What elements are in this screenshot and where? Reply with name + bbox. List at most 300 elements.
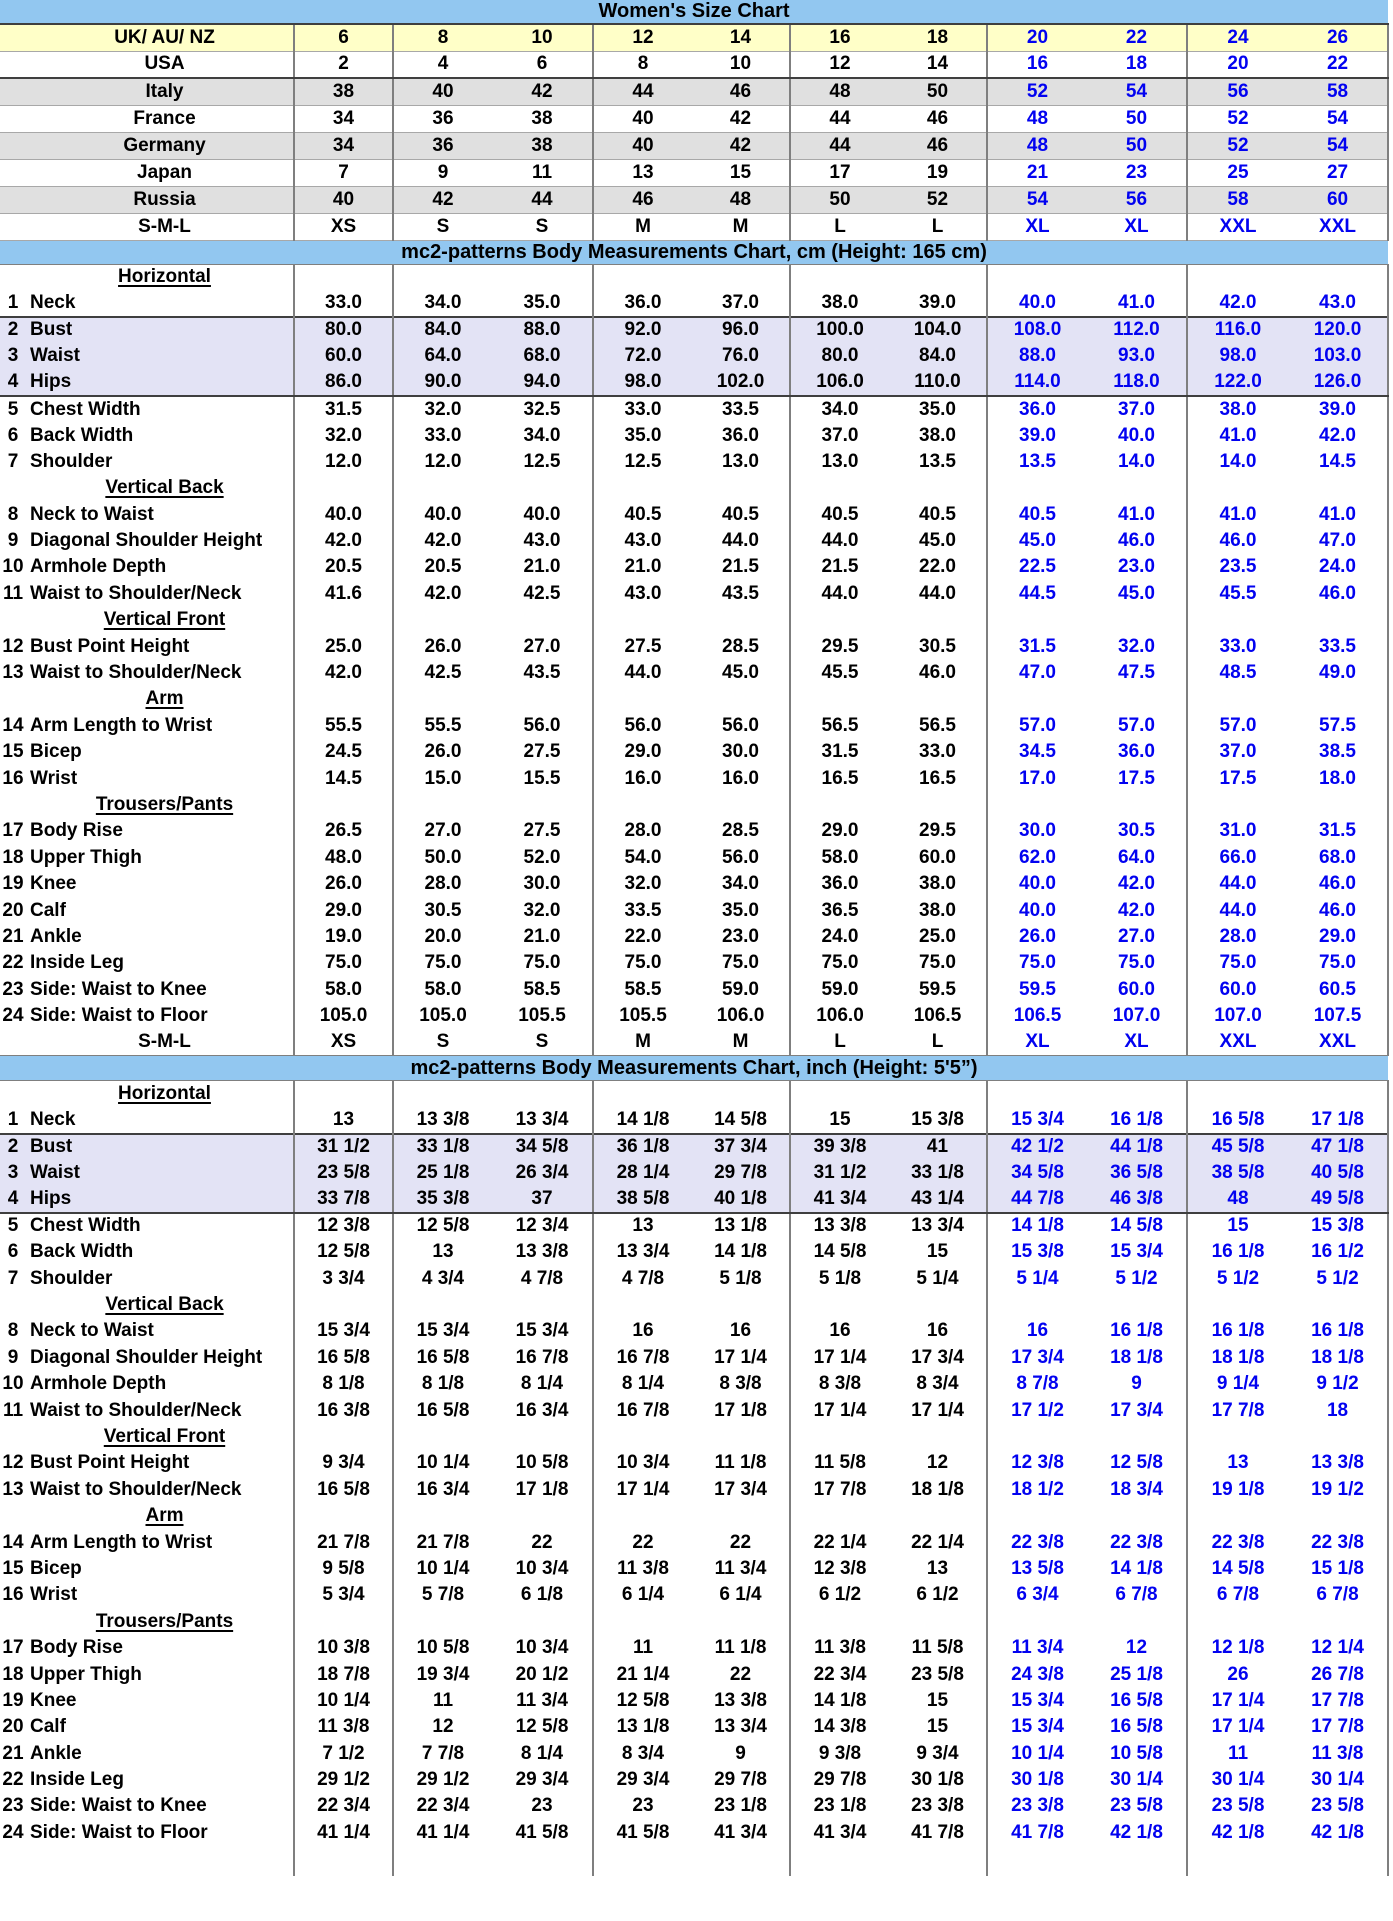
value-cell: 23 5/8 [294,1160,393,1186]
value-cell: 5 7/8 [421,1584,465,1606]
value-cell: S [492,213,593,240]
value-cell: 26.0 [294,871,393,897]
value-cell: 17.0 [1019,767,1056,789]
value-cell: 75.0 [624,952,662,974]
value-cell: 21.5 [692,554,790,580]
value-cell: 12 3/8 [813,1557,867,1579]
value-cell: 17 7/8 [1288,1688,1388,1714]
value-cell: 43 1/4 [889,1186,987,1212]
value-cell: 56.5 [889,713,987,739]
value-cell: 11 3/4 [1011,1637,1064,1659]
row-label-cell [0,1371,294,1397]
row-label: Waist [30,1162,80,1184]
value-cell: 5 1/2 [1216,1267,1260,1289]
row-label-cell [0,1767,294,1793]
value-cell: 13 [432,1241,454,1263]
value-cell: 12.0 [294,449,393,475]
value-cell [889,475,987,501]
value-cell: 23 5/8 [1211,1795,1265,1817]
value-cell: 16 1/8 [1211,1320,1265,1342]
value-cell: 23 1/8 [813,1795,867,1817]
value-cell: 37.0 [1087,396,1187,422]
value-cell: 40 [593,132,692,159]
value-cell: 93.0 [1087,343,1187,369]
value-cell: 19 3/4 [416,1663,470,1685]
row-label-cell [0,950,294,976]
value-cell: 17 1/2 [1011,1399,1064,1421]
value-cell [294,686,393,712]
row-number: 15 [2,741,24,763]
table-row [0,713,1388,739]
value-cell: 58.0 [821,846,859,868]
value-cell: 22 [1087,24,1187,51]
value-cell: 43.0 [624,582,662,604]
value-cell: 46 [889,105,987,132]
table-row [0,475,1388,501]
value-cell: 22 3/8 [1288,1529,1388,1555]
value-cell: 16 5/8 [294,1477,393,1503]
row-label: Hips [30,371,72,393]
value-cell: 12.0 [424,450,462,472]
value-cell: 31 1/2 [813,1162,867,1184]
section-heading: Horizontal [118,266,211,288]
row-number: 14 [2,714,24,736]
value-cell: 22.5 [1019,556,1056,578]
value-cell: 42.0 [424,530,462,552]
row-label-cell [0,897,294,923]
value-cell: 106.0 [790,370,889,396]
value-cell: 75.0 [1019,952,1056,974]
value-cell [294,1292,393,1318]
value-cell: 16 5/8 [294,1345,393,1371]
row-label-cell [0,1160,294,1186]
value-cell: 118.0 [1087,370,1187,396]
table-row [0,1134,1388,1160]
value-cell: 48.5 [1219,662,1257,684]
table-row [0,1820,1388,1846]
value-cell: 23 [492,1793,593,1819]
table-row [0,1107,1388,1133]
row-number: 19 [2,1689,24,1711]
value-cell: 48 [987,132,1087,159]
value-cell: 44.0 [821,582,859,604]
value-cell: 41 1/4 [294,1820,393,1846]
row-label-cell [0,1820,294,1846]
table-row [0,1793,1388,1819]
value-cell: 58 [1187,186,1288,213]
value-cell: 50 [1087,132,1187,159]
table-row [0,607,1388,633]
value-cell: 23.0 [1087,554,1187,580]
size-chart-title: Women's Size Chart [0,0,1388,24]
value-cell: 48.0 [294,845,393,871]
value-cell: 21 7/8 [294,1529,393,1555]
table-row [0,1609,1388,1635]
value-cell: 59.0 [692,977,790,1003]
value-cell: 68.0 [492,343,593,369]
value-cell: 96.0 [692,317,790,343]
value-cell: 68.0 [1288,845,1388,871]
row-label-cell [0,1477,294,1503]
value-cell: 80.0 [294,317,393,343]
value-cell [692,1081,790,1107]
value-cell: 33.0 [424,424,462,446]
value-cell: 41 3/4 [790,1186,889,1212]
value-cell: 38.0 [889,422,987,448]
value-cell: 25 [1187,159,1288,186]
value-cell: 45.0 [1019,530,1056,552]
row-number: 13 [2,1478,24,1500]
value-cell: 26.0 [424,635,462,657]
row-label-cell: Japan [0,159,294,186]
value-cell: 27.0 [424,820,462,842]
value-cell: 59.0 [821,978,859,1000]
value-cell [294,475,393,501]
row-label: Ankle [30,925,82,947]
value-cell: 12 5/8 [616,1689,670,1711]
value-cell: 45.0 [692,660,790,686]
value-cell [987,1609,1087,1635]
table-row [0,24,1388,51]
value-cell: 36.0 [692,422,790,448]
row-number: 21 [2,925,24,947]
value-cell [1087,1846,1187,1876]
row-number: 16 [2,767,24,789]
value-cell: 16 5/8 [416,1346,470,1368]
value-cell: 38.0 [889,897,987,923]
value-cell [987,264,1087,290]
value-cell: 25.0 [889,924,987,950]
value-cell: 38.0 [889,871,987,897]
value-cell: 92.0 [593,317,692,343]
value-cell: 40.0 [1019,873,1056,895]
value-cell: 5 1/4 [1016,1267,1059,1289]
value-cell: 10 3/4 [492,1635,593,1661]
row-label-cell [0,1529,294,1555]
value-cell: 18 7/8 [294,1661,393,1687]
row-label: Arm Length to Wrist [30,714,213,736]
value-cell: 55.5 [424,714,462,736]
value-cell: 13.5 [889,449,987,475]
row-label: Upper Thigh [30,1663,142,1685]
row-label: Upper Thigh [30,846,142,868]
value-cell [692,1609,790,1635]
row-number: 21 [2,1742,24,1764]
value-cell: 38 [492,132,593,159]
value-cell: 116.0 [1187,317,1288,343]
section-heading: Arm [145,688,184,710]
value-cell: 32.0 [424,398,462,420]
value-cell: M [692,213,790,240]
value-cell [393,792,492,818]
value-cell: 20.5 [424,556,462,578]
value-cell: 12 5/8 [492,1714,593,1740]
value-cell [692,607,790,633]
value-cell: 58 [1288,78,1388,105]
value-cell: 38 [492,105,593,132]
value-cell: 41.0 [1288,502,1388,528]
value-cell: 33 1/8 [393,1134,492,1160]
value-cell: 58.0 [294,977,393,1003]
value-cell [692,686,790,712]
value-cell: 36.0 [624,292,662,314]
value-cell: 42 1/8 [1087,1820,1187,1846]
value-cell: 88.0 [1019,345,1056,367]
value-cell: 16 1/8 [1211,1241,1265,1263]
value-cell: 18 [1288,1397,1388,1423]
value-cell: 22 1/4 [813,1531,867,1553]
value-cell: 17 1/8 [692,1397,790,1423]
value-cell: 13 3/8 [492,1239,593,1265]
row-label: Diagonal Shoulder Height [30,530,263,552]
value-cell: 5 1/8 [818,1267,862,1289]
table-row [0,264,1388,290]
value-cell: 107.5 [1288,1003,1388,1029]
value-cell [492,792,593,818]
value-cell: 37 3/4 [692,1134,790,1160]
value-cell: XL [1087,213,1187,240]
table-row [0,845,1388,871]
row-number: 7 [7,450,19,472]
value-cell: 33 1/8 [889,1160,987,1186]
table-row [0,1714,1388,1740]
value-cell [889,1503,987,1529]
section-heading-cell [0,792,294,818]
value-cell: 40.5 [692,502,790,528]
value-cell: 16 5/8 [1211,1108,1265,1130]
value-cell: 102.0 [692,370,790,396]
table-row [0,1582,1388,1608]
row-label: Inside Leg [30,952,124,974]
value-cell: 10 1/4 [1011,1742,1064,1764]
value-cell: 21 [987,159,1087,186]
value-cell [889,1292,987,1318]
row-number: 6 [7,424,19,446]
value-cell: L [790,213,889,240]
value-cell: 42.0 [1219,292,1257,314]
value-cell: 26 [1227,1663,1249,1685]
value-cell: 42.0 [1288,422,1388,448]
value-cell: 16 1/2 [1288,1239,1388,1265]
value-cell: 41 [889,1134,987,1160]
value-cell: 18.0 [1288,765,1388,791]
value-cell: 60.0 [294,343,393,369]
value-cell: 13 3/4 [492,1107,593,1133]
value-cell: 17 1/4 [813,1346,867,1368]
table-row [0,1556,1388,1582]
row-label-cell: UK/ AU/ NZ [0,24,294,51]
row-number: 23 [2,978,24,1000]
value-cell: 17 3/4 [889,1345,987,1371]
row-label-cell [0,502,294,528]
value-cell: 34 5/8 [1011,1162,1064,1184]
value-cell: 52 [889,186,987,213]
value-cell: 35.0 [889,396,987,422]
value-cell: 44 7/8 [987,1186,1087,1212]
row-label: Bicep [30,741,82,763]
section-heading-cell [0,686,294,712]
value-cell: 28.0 [424,873,462,895]
value-cell [492,1503,593,1529]
value-cell [889,1846,987,1876]
value-cell: 46 [889,132,987,159]
table-row [0,1371,1388,1397]
row-label-cell [0,1239,294,1265]
value-cell [393,475,492,501]
value-cell [492,686,593,712]
value-cell: 12 [593,24,692,51]
value-cell [1187,1609,1288,1635]
value-cell: 9 5/8 [294,1556,393,1582]
value-cell: 48 [692,186,790,213]
row-label-cell [0,1635,294,1661]
value-cell: 15 3/8 [889,1107,987,1133]
row-number: 12 [2,635,24,657]
value-cell: 16 [632,1320,654,1342]
cm-measurement-rows [0,264,1388,1056]
value-cell: 21.0 [492,924,593,950]
value-cell: 39.0 [1288,396,1388,422]
value-cell: 46 [692,78,790,105]
value-cell: 16 [889,1318,987,1344]
value-cell: 40 [294,186,393,213]
value-cell: 14.5 [294,765,393,791]
value-cell [492,1609,593,1635]
value-cell: 28.5 [692,633,790,659]
value-cell [889,1424,987,1450]
value-cell: 11 5/8 [814,1452,866,1474]
value-cell: 11 3/8 [1288,1740,1388,1766]
table-row [0,1239,1388,1265]
row-label-cell [0,1003,294,1029]
value-cell: 90.0 [393,370,492,396]
value-cell: 24.0 [821,925,859,947]
value-cell: 32.0 [294,422,393,448]
table-row [0,1424,1388,1450]
value-cell: 12 1/8 [1211,1637,1265,1659]
value-cell: 10 1/4 [416,1452,470,1474]
value-cell: 15.0 [424,767,462,789]
value-cell [987,1503,1087,1529]
value-cell: 4 7/8 [621,1267,665,1289]
value-cell [492,1846,593,1876]
value-cell: 44.0 [821,530,859,552]
table-row [0,370,1388,396]
value-cell [593,1081,692,1107]
value-cell: 43.0 [492,528,593,554]
value-cell: 11 [1227,1742,1249,1764]
value-cell: L [834,1031,846,1053]
value-cell: 122.0 [1187,370,1288,396]
value-cell [1187,1846,1288,1876]
value-cell: 27 [1288,159,1388,186]
value-cell: 56.0 [492,713,593,739]
row-label-cell: Italy [0,78,294,105]
value-cell: 13 [593,159,692,186]
value-cell: 114.0 [987,370,1087,396]
value-cell: 44 [790,132,889,159]
section-heading: Vertical Back [105,1294,224,1316]
row-number: 7 [7,1267,19,1289]
value-cell: 23 5/8 [1087,1793,1187,1819]
value-cell: XXL [1288,213,1388,240]
value-cell: 42 1/8 [1288,1820,1388,1846]
value-cell [1087,1081,1187,1107]
value-cell: 44.0 [692,528,790,554]
value-cell: 22 1/4 [889,1529,987,1555]
value-cell: 49.0 [1288,660,1388,686]
row-label-cell: Germany [0,132,294,159]
value-cell: 40.5 [821,503,859,525]
value-cell: 9 1/2 [1288,1371,1388,1397]
value-cell: 28 1/4 [616,1162,670,1184]
value-cell [593,607,692,633]
table-row [0,1767,1388,1793]
row-label-cell [0,924,294,950]
row-label: Neck [30,1108,76,1130]
value-cell: 40.0 [424,503,462,525]
value-cell [593,792,692,818]
value-cell: 8 1/4 [492,1371,593,1397]
section-heading: Arm [145,1505,184,1527]
row-label: Hips [30,1187,72,1209]
value-cell: 30 1/4 [1288,1767,1388,1793]
row-number: 3 [7,345,19,367]
value-cell [294,264,393,290]
value-cell: XXL [1288,1029,1388,1055]
row-label-cell [0,1107,294,1133]
value-cell: 16 [692,1318,790,1344]
value-cell [1288,1846,1388,1876]
value-cell: 35 3/8 [393,1186,492,1212]
row-number: 1 [7,1108,19,1130]
value-cell [492,475,593,501]
value-cell: 30 1/4 [1211,1769,1265,1791]
value-cell: 80.0 [821,345,859,367]
value-cell [492,1292,593,1318]
value-cell: 16 1/8 [1087,1107,1187,1133]
value-cell [987,475,1087,501]
value-cell [889,1609,987,1635]
table-row [0,1318,1388,1344]
value-cell: 58.5 [624,978,662,1000]
value-cell: 55.5 [294,713,393,739]
value-cell [393,264,492,290]
row-label: Body Rise [30,820,123,842]
value-cell [393,1081,492,1107]
value-cell: 48 [987,105,1087,132]
value-cell: 24.0 [1288,554,1388,580]
value-cell: XS [294,213,393,240]
value-cell: 8 1/8 [421,1373,465,1395]
value-cell [692,792,790,818]
value-cell [790,1081,889,1107]
value-cell: 6 1/8 [492,1582,593,1608]
value-cell: 54 [1288,132,1388,159]
section-heading-cell [0,1081,294,1107]
value-cell: 40.0 [1087,422,1187,448]
table-row [0,977,1388,1003]
table-row [0,1003,1388,1029]
row-label-cell [0,528,294,554]
value-cell: 60 [1288,186,1388,213]
table-row [0,1160,1388,1186]
value-cell: 19 1/8 [1211,1478,1265,1500]
value-cell: 57.0 [1019,714,1056,736]
value-cell: 88.0 [492,317,593,343]
value-cell: 44 [492,186,593,213]
value-cell: 21.5 [821,556,859,578]
